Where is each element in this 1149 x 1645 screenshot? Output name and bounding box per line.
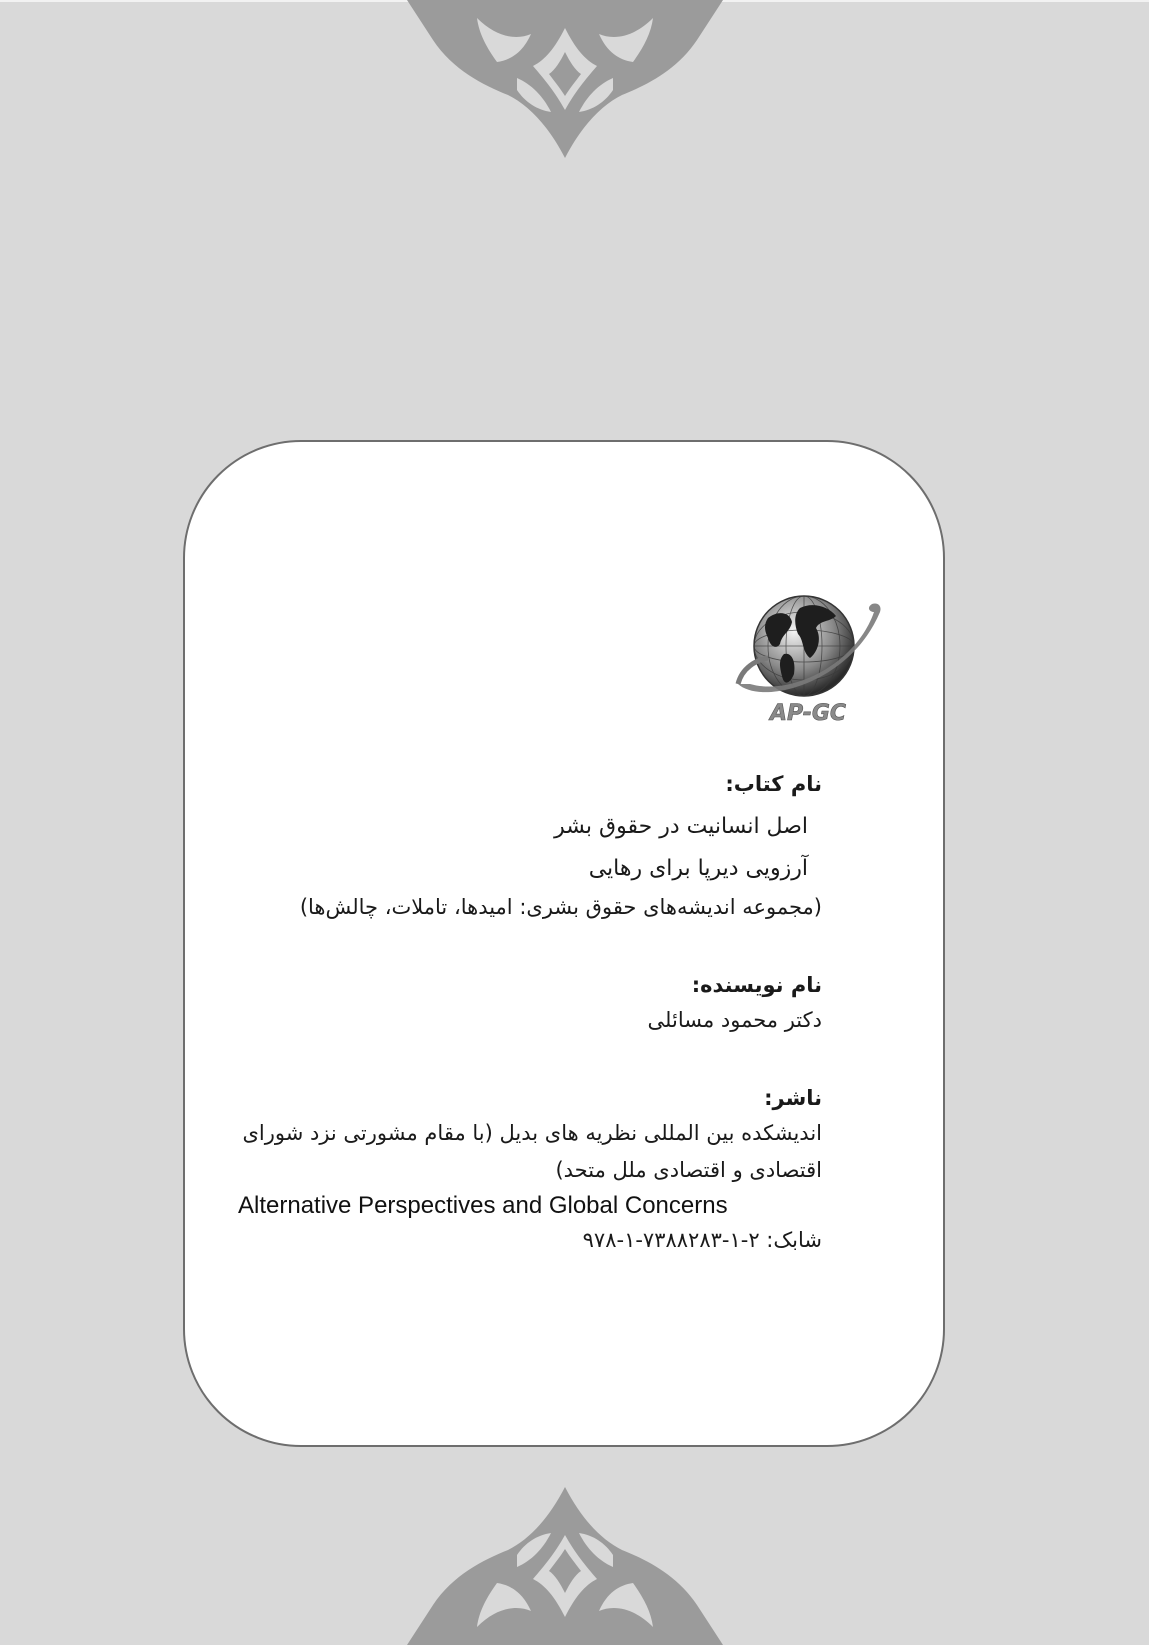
publisher-line-1: اندیشکده بین المللی نظریه های بدیل (با مقام مشورتی نزد شورای [242,1121,822,1145]
top-ornament-icon [407,0,723,160]
author-name: دکتر محمود مسائلی [647,1008,822,1032]
bottom-ornament-icon [407,1485,723,1645]
publisher-label: ناشر: [764,1086,822,1110]
book-series-line: (مجموعه اندیشه‌های حقوق بشری: امیدها، تاملات، چالش‌ها) [299,895,822,919]
book-title-label: نام کتاب: [725,772,822,796]
logo-wordmark: AP-GC [769,701,847,726]
publisher-english-name: Alternative Perspectives and Global Concerns [238,1192,728,1219]
isbn-line: شابک: ۲-۱-۷۳۸۸۲۸۳-۱-۹۷۸ [582,1228,822,1252]
author-label: نام نویسنده: [691,973,822,997]
publisher-line-2: اقتصادی و اقتصادی ملل متحد) [555,1158,822,1182]
book-title-line-2: آرزویی دیرپا برای رهایی [588,856,808,881]
ap-gc-globe-logo-icon [732,588,884,726]
book-title-line-1: اصل انسانیت در حقوق بشر [554,814,808,839]
